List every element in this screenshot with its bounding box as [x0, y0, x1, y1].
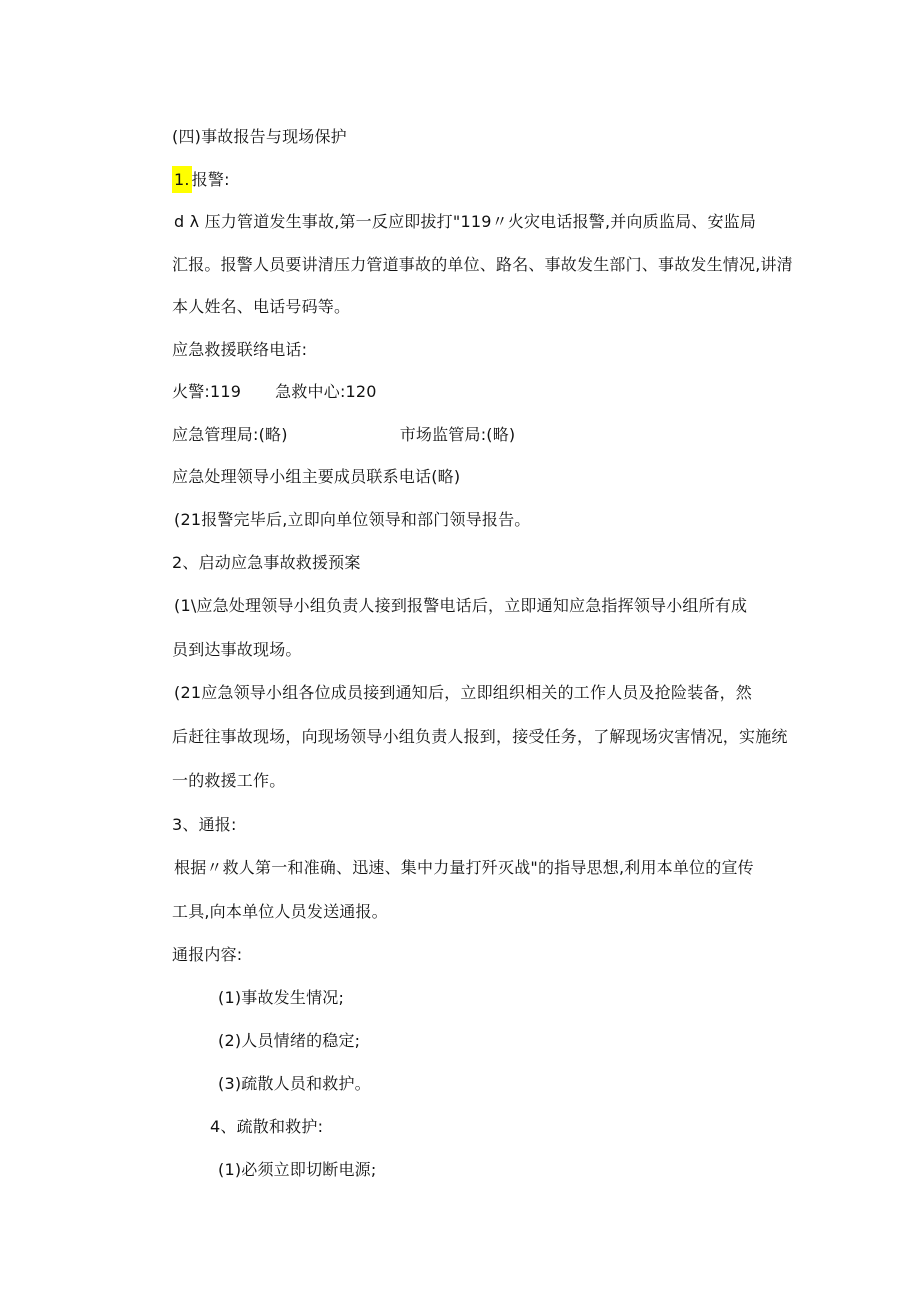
plan-paragraph-2-line-3: 一的救援工作。: [172, 771, 286, 790]
plan-paragraph-1-line-1: (1\应急处理领导小组负责人接到报警电话后，立即通知应急指挥领导小组所有成: [174, 596, 748, 615]
alarm-label: 报警:: [191, 170, 230, 189]
emergency-bureau-phone: 应急管理局:(略): [172, 425, 288, 444]
notice-paragraph-line-2: 工具,向本单位人员发送通报。: [172, 902, 388, 921]
plan-paragraph-2-line-1: (21应急领导小组各位成员接到通知后，立即组织相关的工作人员及抢险装备，然: [174, 683, 753, 702]
alarm-paragraph-line-2: 汇报。报警人员要讲清压力管道事故的单位、路名、事故发生部门、事故发生情况,讲清: [172, 255, 793, 274]
plan-heading: 2、启动应急事故救援预案: [172, 553, 361, 572]
alarm-heading: [172, 170, 230, 190]
notice-item: (1)事故发生情况;: [218, 988, 345, 1007]
leaders-contacts: 应急处理领导小组主要成员联系电话(略): [172, 467, 461, 486]
plan-paragraph-2-line-2: 后赶往事故现场，向现场领导小组负责人报到，接受任务，了解现场灾害情况，实施统: [172, 727, 788, 746]
alarm-number-highlight: 1.: [172, 166, 192, 193]
emergency-center-phone: 急救中心:120: [275, 382, 377, 401]
alarm-paragraph-2: (21报警完毕后,立即向单位领导和部门领导报告。: [174, 510, 531, 529]
plan-paragraph-1-line-2: 员到达事故现场。: [172, 640, 302, 659]
notice-item: (3)疏散人员和救护。: [218, 1074, 371, 1093]
section-heading: (四)事故报告与现场保护: [172, 127, 347, 146]
notice-content-title: 通报内容:: [172, 945, 243, 964]
evacuation-item: (1)必须立即切断电源;: [218, 1160, 377, 1179]
evacuation-heading: 4、疏散和救护:: [210, 1117, 324, 1136]
notice-paragraph-line-1: 根据〃救人第一和准确、迅速、集中力量打歼灭战"的指导思想,利用本单位的宣传: [174, 858, 754, 877]
contacts-title: 应急救援联络电话:: [172, 340, 308, 359]
contacts-row-2: [172, 425, 515, 445]
contacts-row-1: [172, 382, 377, 402]
alarm-paragraph-line-1: d λ 压力管道发生事故,第一反应即拔打"119〃火灾电话报警,并向质监局、安监局: [174, 212, 757, 231]
fire-phone: 火警:119: [172, 382, 242, 401]
notice-item: (2)人员情绪的稳定;: [218, 1031, 361, 1050]
alarm-paragraph-line-3: 本人姓名、电话号码等。: [172, 297, 351, 316]
notice-heading: 3、通报:: [172, 815, 237, 834]
market-bureau-phone: 市场监管局:(略): [399, 425, 516, 444]
